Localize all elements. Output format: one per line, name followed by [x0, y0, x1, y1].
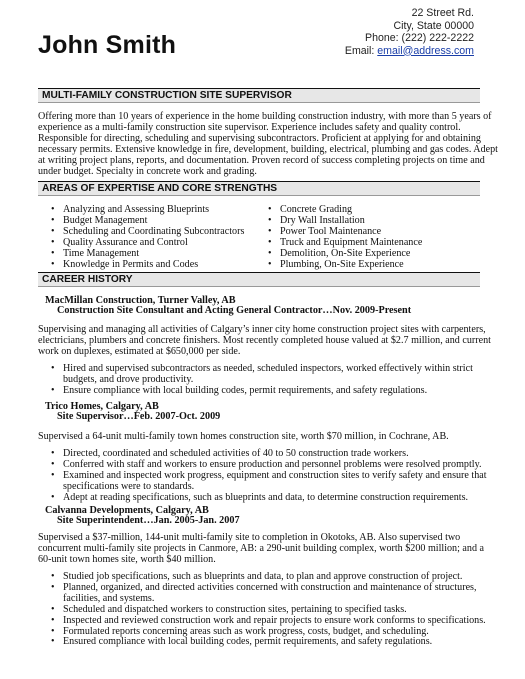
objective-paragraph [38, 111, 498, 177]
list-item: • Conferred with staff and workers to ensure production and personnel problems were resolved promptly. [38, 460, 487, 471]
objective-line: Offering more than 10 years of experience in the home building construction industry, with more than 5 years of [38, 111, 492, 122]
bullet-line: budgets, and drove productivity. [63, 373, 194, 385]
objective-line: necessary permits. Extensive knowledge in fire, development, building, electrical, plumbing and gas codes. Adept [38, 143, 498, 155]
list-item: • Concrete Grading [255, 205, 422, 216]
career-heading: CAREER HISTORY [38, 272, 480, 287]
job-summary [38, 432, 478, 443]
objective-line: Responsible for directing, scheduling and supervising subcontractors. Proficient at applying for and obtaining [38, 132, 481, 144]
bullet-line: • Planned, organized, and directed activities concerned with construction and maintenance of structures, [63, 581, 477, 593]
list-item: • Ensured compliance with local building codes, permit requirements, and safety regulations. [38, 637, 486, 648]
list-item: • Dry Wall Installation [255, 216, 422, 227]
job-company: MacMillan Construction, Turner Valley, AB [45, 295, 236, 306]
job-title: Site Superintendent…Jan. 2005-Jan. 2007 [57, 515, 240, 526]
list-item: • Ensure compliance with local building codes, permit requirements, and safety regulations. [38, 386, 473, 397]
list-item: • Studied job specifications, such as blueprints and data, to plan and approve construction of project. [38, 572, 486, 583]
summary-line: Supervised a $37-million, 144-unit multi-family site to completion in Okotoks, AB. Also supervised two [38, 532, 461, 543]
contact-block [345, 7, 474, 57]
list-item [38, 583, 486, 605]
list-item: • Demolition, On-Site Experience [255, 249, 422, 260]
bullet-line: • Examined and inspected work progress, equipment and construction sites to verify safety and ensure that [63, 469, 487, 481]
summary-line: Supervised a 64-unit multi-family town homes construction site, worth $70 million, in Cochrane, AB. [38, 431, 449, 442]
skills-heading: AREAS OF EXPERTISE AND CORE STRENGTHS [38, 181, 480, 196]
summary-line: work on duplexes, estimated at $650,000 per side. [38, 345, 241, 357]
list-item: • Adept at reading specifications, such as blueprints and data, to determine construction requirements. [38, 493, 487, 504]
job-title: Construction Site Consultant and Acting General Contractor…Nov. 2009-Present [57, 305, 412, 316]
summary-line: Supervising and managing all activities of Calgary’s inner city home construction project sites with carpenters, [38, 324, 486, 335]
job-bullets [38, 364, 473, 397]
job-bullets [38, 449, 487, 504]
list-item: • Directed, coordinated and scheduled activities of 40 to 50 construction trade workers. [38, 449, 487, 460]
email-label: Email: [344, 44, 378, 57]
list-item: • Formulated reports concerning areas such as work progress, costs, budget, and scheduling. [38, 627, 486, 638]
city-line: City, State 00000 [393, 19, 474, 32]
list-item: • Plumbing, On-Site Experience [255, 260, 422, 271]
list-item: • Power Tool Maintenance [255, 227, 422, 238]
email-line [345, 45, 474, 58]
skills-list-left [38, 205, 244, 270]
job-summary [38, 324, 491, 358]
bullet-line: specifications were to standards. [63, 480, 195, 492]
job-bullets [38, 572, 486, 648]
objective-line: experience as a multi-family construction site supervisor. Experience includes safety and quality control. [38, 121, 461, 133]
objective-heading: MULTI-FAMILY CONSTRUCTION SITE SUPERVISOR [38, 88, 480, 103]
summary-line: 60-unit town homes site, worth $40 million. [38, 553, 216, 565]
objective-line: at writing project plans, reports, and documentation. Proven record of success completing projects on time and [38, 154, 485, 166]
address-line: 22 Street Rd. [411, 7, 474, 19]
summary-line: electricians, plumbers and concrete finishers. Most recently completed house valued at $2.7 million, and current [38, 334, 491, 346]
summary-line: concurrent multi-family site projects in Canmore, AB: a 290-unit building complex, worth $200 million; and a [38, 542, 485, 554]
job-company: Trico Homes, Calgary, AB [45, 401, 159, 412]
bullet-line: facilities, and systems. [63, 592, 155, 604]
job-title: Site Supervisor…Feb. 2007-Oct. 2009 [57, 411, 221, 422]
objective-line: under budget. Specialty in concrete work and grading. [38, 165, 257, 177]
list-item: • Budget Management [38, 216, 244, 227]
list-item: • Scheduling and Coordinating Subcontractors [38, 227, 244, 238]
list-item: • Time Management [38, 249, 244, 260]
job-summary [38, 532, 485, 566]
list-item: • Scheduled and dispatched workers to construction sites, pertaining to specified tasks. [38, 605, 486, 616]
list-item: • Analyzing and Assessing Blueprints [38, 205, 244, 216]
list-item: • Inspected and reviewed construction work and repair projects to ensure work conforms to specifications. [38, 616, 486, 627]
list-item [38, 471, 487, 493]
list-item [38, 364, 473, 386]
phone-line: Phone: (222) 222-2222 [365, 32, 474, 44]
list-item: • Knowledge in Permits and Codes [38, 260, 244, 271]
list-item: • Truck and Equipment Maintenance [255, 238, 422, 249]
skills-list-right [255, 205, 422, 270]
bullet-line: • Hired and supervised subcontractors as needed, scheduled inspectors, worked effectively within strict [63, 363, 473, 374]
candidate-name: John Smith [38, 31, 177, 59]
list-item: • Quality Assurance and Control [38, 238, 244, 249]
job-company: Calvanna Developments, Calgary, AB [45, 505, 209, 516]
email-link[interactable]: email@address.com [377, 44, 474, 57]
